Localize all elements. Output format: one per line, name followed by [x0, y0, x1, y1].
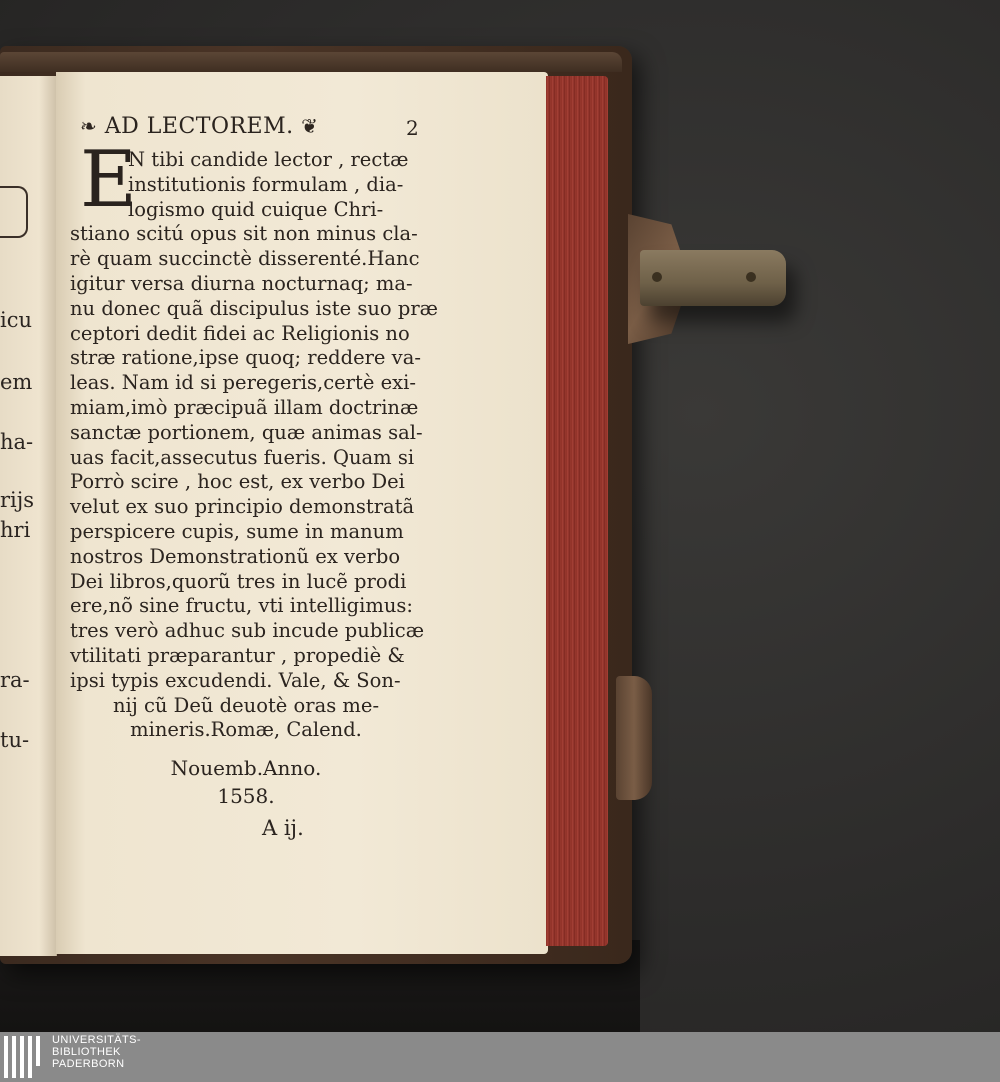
text-line: tres verò adhuc sub incude publicæ	[70, 619, 425, 643]
library-name-line: PADERBORN	[52, 1058, 125, 1070]
text-line: sanctæ portionem, quæ animas sal-	[70, 420, 423, 444]
text-line: igitur versa diurna nocturnaq; ma-	[70, 271, 413, 295]
text-line: perspicere cupis, sume in manum	[70, 519, 404, 543]
text-line: logismo quid cuique Chri-	[128, 197, 384, 221]
colophon-year: 1558.	[217, 784, 275, 808]
left-page-fragment: ra-	[0, 668, 30, 692]
text-line: nu donec quã discipulus iste suo præ	[70, 296, 439, 320]
text-line: ipsi typis excudendi. Vale, & Son-	[70, 668, 401, 692]
left-page	[0, 76, 57, 956]
footer-bar	[0, 1032, 1000, 1082]
left-page-fragment: icu	[0, 308, 33, 332]
text-line: stiano scitú opus sit non minus cla-	[70, 222, 418, 246]
library-name-line: BIBLIOTHEK	[52, 1046, 121, 1058]
text-line: ceptori dedit fidei ac Religionis no	[70, 321, 410, 345]
ornament-left	[0, 186, 28, 238]
cover-top-edge	[0, 52, 622, 72]
text-line: institutionis formulam , dia-	[128, 172, 404, 196]
text-line: leas. Nam id si peregeris,certè exi-	[70, 371, 416, 395]
left-page-fragment: tu-	[0, 728, 30, 752]
text-line: Porrò scire , hoc est, ex verbo Dei	[70, 470, 405, 494]
fleuron-icon: ❧	[80, 114, 98, 138]
library-logo-icon	[4, 1036, 46, 1078]
text-line: nostros Demonstrationũ ex verbo	[70, 544, 401, 568]
text-line: ere,nõ sine fructu, vti intelligimus:	[70, 594, 413, 618]
text-line: nij cũ Deũ deuotè oras me-	[112, 693, 380, 717]
text-line: vtilitati præparantur , propediè &	[70, 643, 405, 667]
left-page-fragment: rijs	[0, 488, 35, 512]
fleuron-icon: ❦	[301, 114, 319, 138]
metal-clasp	[640, 250, 786, 306]
drop-cap: E	[80, 135, 137, 225]
text-line: velut ex suo principio demonstratã	[70, 495, 415, 519]
colophon-date-line: Nouemb.Anno.	[170, 756, 322, 780]
text-line: N tibi candide lector , rectæ	[128, 148, 409, 171]
text-line: Dei libros,quorũ tres in lucẽ prodi	[70, 569, 407, 593]
text-line: stræ ratione,ipse quoq; reddere va-	[70, 346, 421, 370]
lower-clasp-plate	[616, 676, 652, 800]
left-page-fragment: hri	[0, 518, 31, 542]
header-title: AD LECTOREM.	[104, 114, 294, 139]
text-line: miam,imò præcipuã illam doctrinæ	[70, 395, 419, 419]
rivet-icon	[746, 272, 756, 282]
rivet-icon	[652, 272, 662, 282]
body-text	[70, 135, 439, 743]
folio-number: 2	[406, 116, 419, 140]
left-page-fragment: ha-	[0, 430, 34, 454]
text-line: rè quam succinctè disserenté.Hanc	[70, 247, 420, 271]
text-line: uas facit,assecutus fueris. Quam si	[70, 445, 415, 469]
left-page-fragment: em	[0, 370, 33, 394]
library-name	[52, 1034, 141, 1070]
red-fore-edge	[546, 76, 608, 946]
signature-mark: A ij.	[262, 816, 304, 840]
text-line: mineris.Romæ, Calend.	[130, 718, 362, 742]
library-name-line: UNIVERSITÄTS-	[52, 1034, 141, 1046]
